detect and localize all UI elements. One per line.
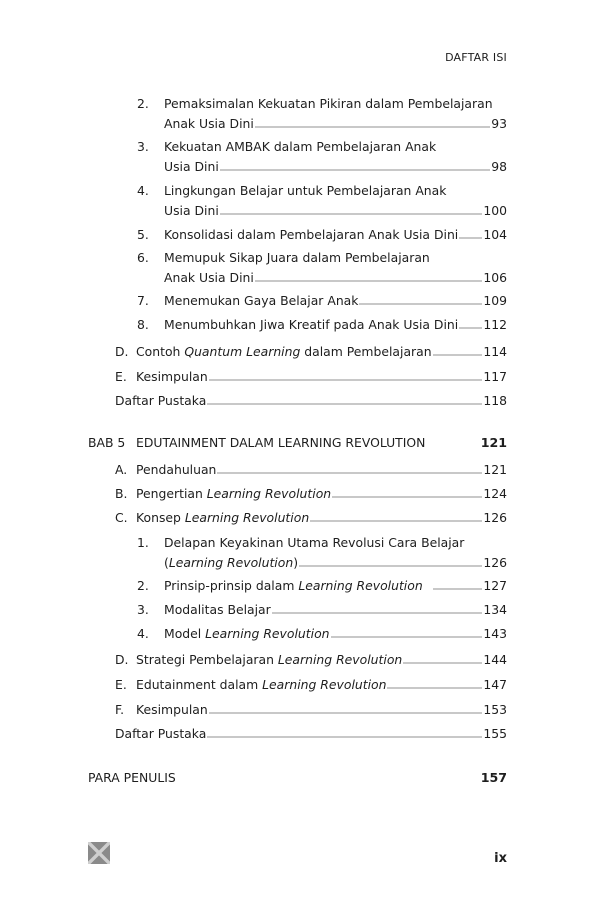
dot-leader [433,587,483,591]
toc-title-line: Delapan Keyakinan Utama Revolusi Cara Belajar [164,535,465,550]
toc-number: B. [115,486,128,501]
toc-number: 2. [137,96,149,111]
toc-number: 2. [137,578,149,593]
toc-number: 4. [137,626,149,641]
toc-page: 157 [480,770,507,785]
toc-title-line: Pemaksimalan Kekuatan Pikiran dalam Pembelajaran [164,96,493,111]
toc-page: 127 [483,578,507,593]
chapter-number: BAB 5 [88,435,126,450]
toc-number: D. [115,652,129,667]
toc-page: 155 [483,726,507,741]
dot-leader [331,635,483,639]
toc-page: 126 [483,555,507,570]
toc-title: Contoh Quantum Learning dalam Pembelajaran [136,344,432,359]
dot-leader [207,402,482,406]
toc-chapter [88,768,507,788]
toc-page: 106 [483,270,507,285]
toc-title: Pengertian Learning Revolution [136,486,332,501]
toc-number: 3. [137,139,149,154]
toc-entry [137,624,507,644]
toc-page: 118 [483,393,507,408]
dot-leader [332,495,482,499]
toc-number: 1. [137,535,149,550]
toc-page: 126 [483,510,507,525]
toc-page: 143 [483,626,507,641]
toc-page: 93 [491,116,507,131]
toc-page: 144 [483,652,507,667]
toc-number: C. [115,510,128,525]
toc-number: A. [115,462,128,477]
toc-entry [115,460,507,480]
dot-leader [403,661,482,665]
toc-number: 4. [137,183,149,198]
toc-entry [115,675,507,695]
toc-title-line: Konsolidasi dalam Pembelajaran Anak Usia Dini [164,227,459,242]
dot-leader [359,302,482,306]
toc-title-line: Menumbuhkan Jiwa Kreatif pada Anak Usia Dini [164,317,459,332]
toc-entry [115,700,507,720]
dot-leader [272,611,483,615]
toc-entry [115,342,507,362]
toc-page: 134 [483,602,507,617]
toc-entry [115,484,507,504]
toc-title-line: Menemukan Gaya Belajar Anak [164,293,359,308]
toc-title-line: (Learning Revolution) [164,555,299,570]
toc-number: 8. [137,317,149,332]
toc-title-line: Kekuatan AMBAK dalam Pembelajaran Anak [164,139,437,154]
toc-title-line: Modalitas Belajar [164,602,271,617]
dot-leader [433,353,483,357]
toc-title: Model Learning Revolution [164,626,330,641]
toc-title-line: Usia Dini [164,159,219,174]
dot-leader [459,236,482,240]
toc-page: 112 [483,317,507,332]
toc-entry [137,248,507,288]
dot-leader [220,212,483,216]
toc-entry [137,225,507,245]
toc-page: 153 [483,702,507,717]
toc-entry [137,576,507,596]
toc-number: D. [115,344,129,359]
toc-entry [115,367,507,387]
toc-page: 147 [483,677,507,692]
toc-title-line: Kesimpulan [136,702,208,717]
toc-page: 109 [483,293,507,308]
toc-title-line: Usia Dini [164,203,219,218]
toc-page: 117 [483,369,507,384]
toc-page: 100 [483,203,507,218]
toc-title-line: Daftar Pustaka [115,726,207,741]
toc-entry [137,533,507,573]
toc-entry [115,391,507,411]
toc-title: Edutainment dalam Learning Revolution [136,677,387,692]
toc-page: 98 [491,159,507,174]
toc-number: 6. [137,250,149,265]
publisher-ornament-icon [88,842,110,864]
toc-title-line: Memupuk Sikap Juara dalam Pembelajaran [164,250,430,265]
toc-number: E. [115,369,127,384]
toc-title-line: Anak Usia Dini [164,116,254,131]
dot-leader [209,711,483,715]
dot-leader [220,168,490,172]
toc-number: 7. [137,293,149,308]
toc-title-line: Daftar Pustaka [115,393,207,408]
toc-title: Prinsip-prinsip dalam Learning Revolution [164,578,423,593]
toc-entry [137,94,507,134]
toc-entry [137,315,507,335]
toc-page: 121 [480,435,507,450]
toc-number: 5. [137,227,149,242]
chapter-title: EDUTAINMENT DALAM LEARNING REVOLUTION [136,435,426,450]
dot-leader [209,378,483,382]
toc-chapter [88,433,507,453]
dot-leader [255,279,483,283]
toc-entry [137,291,507,311]
dot-leader [310,519,482,523]
toc-entry [137,600,507,620]
toc-entry [115,508,507,528]
dot-leader [387,686,482,690]
toc-number: F. [115,702,125,717]
toc-page: 114 [483,344,507,359]
chapter-title: PARA PENULIS [88,770,176,785]
toc-page: 124 [483,486,507,501]
page-number: ix [494,851,507,866]
toc-title-line: Pendahuluan [136,462,217,477]
toc-page: 121 [483,462,507,477]
dot-leader [255,125,490,129]
toc-entry [115,650,507,670]
toc-entry [115,724,507,744]
dot-leader [207,735,482,739]
toc-number: E. [115,677,127,692]
toc-title-line: Kesimpulan [136,369,208,384]
dot-leader [459,326,482,330]
toc-title-line: Anak Usia Dini [164,270,254,285]
toc-entry [137,137,507,177]
dot-leader [299,564,482,568]
toc-entry [137,181,507,221]
toc-title-line: Lingkungan Belajar untuk Pembelajaran Anak [164,183,447,198]
toc-title: Konsep Learning Revolution [136,510,310,525]
toc-title: Strategi Pembelajaran Learning Revolution [136,652,403,667]
toc-number: 3. [137,602,149,617]
toc-page: 104 [483,227,507,242]
running-head: DAFTAR ISI [445,51,507,64]
dot-leader [217,471,482,475]
